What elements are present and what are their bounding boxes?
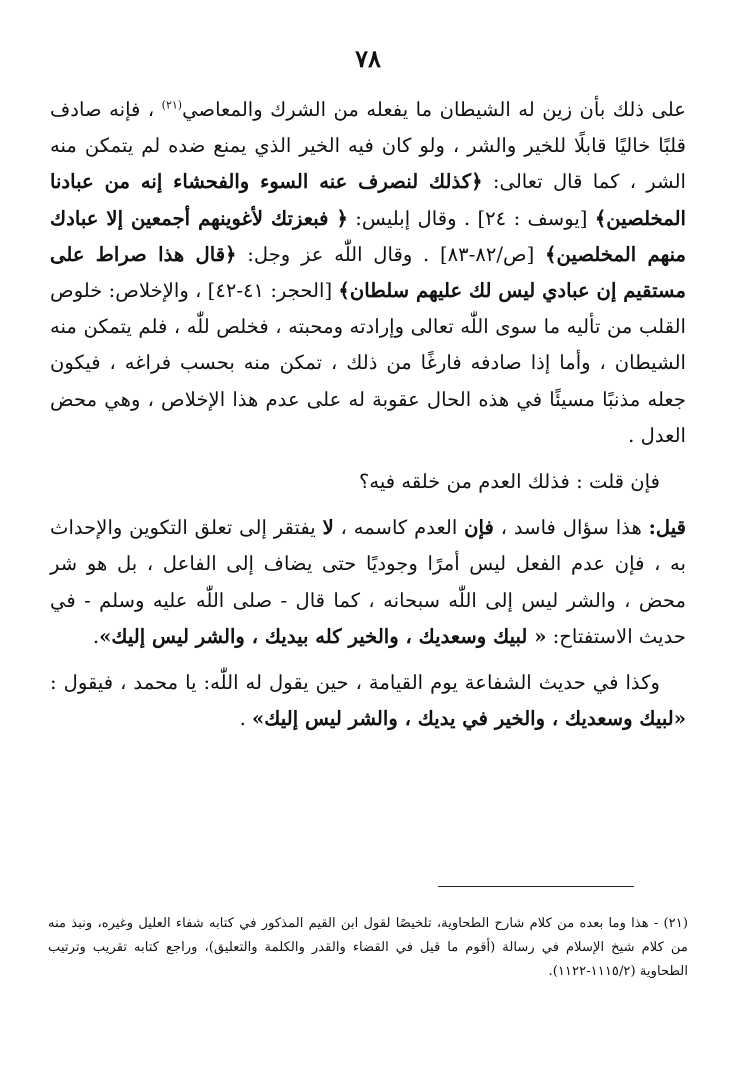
p3-bold-1: فإن bbox=[464, 516, 494, 540]
footnote-separator bbox=[438, 886, 634, 887]
p3-end: . bbox=[92, 624, 100, 648]
p1-text-a: على ذلك بأن زين له الشيطان ما يفعله من الشرك والمعاصي bbox=[182, 98, 686, 121]
p1-text-c3: [الحجر: ٤١-٤٢] ، والإخلاص: خلوص القلب من تأليه ما سوى اللّٰه تعالى وإرادته ومحبته ، فخلص للّٰه ، فلم يتمكن منه الشيطان ، وأما إذا صادفه فارغًا من ذلك ، تمكن منه بحسب فراغه ، فيكون جعله مذنبًا مسيئًا في هذه الحال عقوبة له على عدم هذا الإخلاص ، وهي محض العدل . bbox=[50, 279, 686, 447]
paragraph-2: فإن قلت : فذلك العدم من خلقه فيه؟ bbox=[358, 470, 660, 494]
p1-text-c2: [ص/٨٢-٨٣] . وقال اللّٰه عز وجل: bbox=[236, 242, 546, 266]
answer-lead: قيل: bbox=[648, 516, 686, 540]
p3-text-a2: العدم كاسمه ، bbox=[333, 516, 465, 540]
p1-text-b: ، فإنه صادف قلبًا خاليًا قابلًا للخير والشر ، ولو كان فيه الخير الذي يمنع ضده لم يتمكن منه الشر ، كما قال تعالى: bbox=[50, 98, 686, 194]
hadith-quote-1: « لبيك وسعديك ، والخير كله بيديك ، والشر ليس إليك» bbox=[99, 624, 547, 648]
hadith-quote-2: «لبيك وسعديك ، والخير في يديك ، والشر ليس إليك» bbox=[252, 707, 686, 731]
quran-quote-1: ﴿كذلك لنصرف عنه السوء والفحشاء إنه من عبادنا المخلصين﴾ bbox=[50, 170, 686, 230]
p3-text-a: هذا سؤال فاسد ، bbox=[493, 516, 649, 540]
p4-end: . bbox=[239, 707, 253, 731]
page-number: ٧٨ bbox=[355, 44, 381, 73]
p1-text-c1: [يوسف : ٢٤] . وقال إبليس: bbox=[347, 206, 595, 230]
paragraph-4 bbox=[50, 665, 686, 737]
main-text bbox=[50, 92, 686, 737]
paragraph-3 bbox=[50, 510, 686, 655]
footnote-reference: (٢١) bbox=[161, 98, 183, 112]
quran-quote-3: ﴿قال هذا صراط على مستقيم إن عبادي ليس لك عليهم سلطان﴾ bbox=[50, 242, 686, 303]
footnote: (٢١) - هذا وما بعده من كلام شارح الطحاوية، تلخيصًا لقول ابن القيم المذكور في كتابه شفاء العليل وغيره، ونبذ منه من كلام شيخ الإسلام في رسالة (أقوم ما قيل في القضاء والقدر والكلمة والتعليق)، وراجع كتابه تقريب وترتيب الطحاوية (١١١٥/٢-١١٢٢). bbox=[48, 916, 688, 979]
quran-quote-2: ﴿ فبعزتك لأغوينهم أجمعين إلا عبادك منهم المخلصين﴾ bbox=[50, 206, 687, 266]
paragraph-1 bbox=[50, 92, 686, 454]
p3-text-a3: يفتقر إلى تعلق التكوين والإحداث به ، فإن عدم الفعل ليس أمرًا وجوديًا حتى يضاف إلى الفاعل ، بل هو شر محض ، والشر ليس إلى اللّٰه سبحانه ، كما قال - صلى اللّٰه عليه وسلم - في حديث الاستفتاح: bbox=[50, 516, 686, 648]
p4-text-a: وكذا في حديث الشفاعة يوم القيامة ، حين يقول له اللّٰه: يا محمد ، فيقول : bbox=[50, 671, 660, 695]
p3-bold-2: لا bbox=[322, 516, 334, 540]
